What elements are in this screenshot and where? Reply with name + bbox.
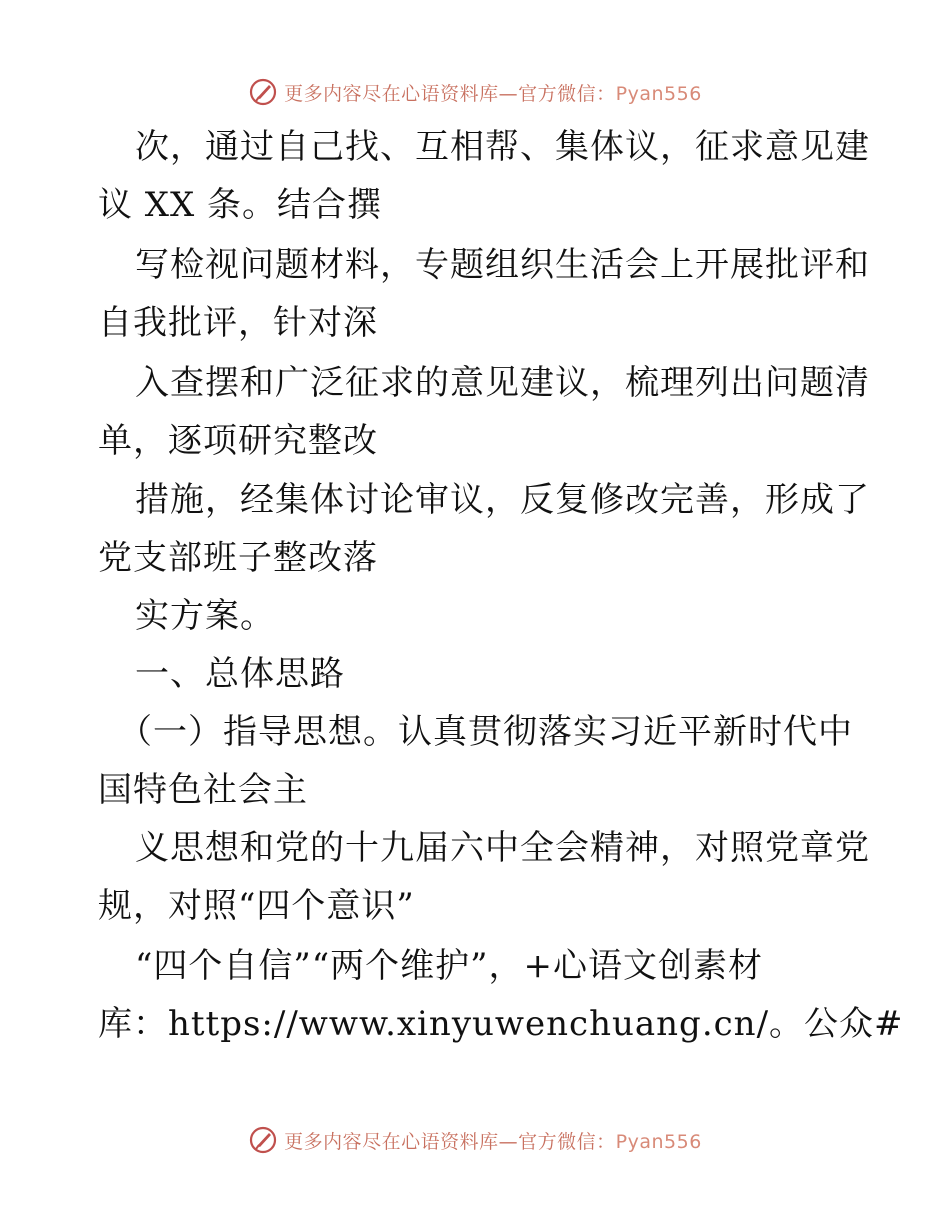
text-line: 义思想和党的十九届六中全会精神，对照党章党 bbox=[135, 828, 870, 868]
text-line: 入查摆和广泛征求的意见建议，梳理列出问题清 bbox=[135, 363, 870, 403]
watermark-text: 更多内容尽在心语资料库—官方微信：Pyan556 bbox=[284, 82, 702, 105]
text-line: 库：https://www.xinyuwenchuang.cn/。公众# bbox=[98, 1004, 904, 1044]
quill-logo-icon bbox=[248, 1125, 278, 1155]
text-line: 措施，经集体讨论审议，反复修改完善，形成了 bbox=[135, 480, 870, 520]
text-line: 次，通过自己找、互相帮、集体议，征求意见建 bbox=[135, 127, 870, 167]
text-line: 写检视问题材料，专题组织生活会上开展批评和 bbox=[135, 245, 870, 285]
text-line: 党支部班子整改落 bbox=[98, 538, 378, 578]
footer-watermark bbox=[0, 1120, 950, 1160]
text-line: “四个自信”“两个维护”，+心语文创素材 bbox=[135, 946, 764, 986]
text-line: 自我批评，针对深 bbox=[98, 303, 378, 343]
text-line: 规，对照“四个意识” bbox=[98, 886, 415, 926]
quill-logo-icon bbox=[248, 77, 278, 107]
header-watermark bbox=[0, 72, 950, 112]
watermark-text: 更多内容尽在心语资料库—官方微信：Pyan556 bbox=[284, 1130, 702, 1153]
text-line: 国特色社会主 bbox=[98, 770, 308, 810]
text-line: 单，逐项研究整改 bbox=[98, 421, 378, 461]
section-heading: 一、总体思路 bbox=[135, 654, 345, 694]
subsection-heading: （一）指导思想。认真贯彻落实习近平新时代中 bbox=[118, 712, 853, 752]
text-line: 实方案。 bbox=[135, 596, 275, 636]
text-line: 议 XX 条。结合撰 bbox=[98, 185, 383, 225]
